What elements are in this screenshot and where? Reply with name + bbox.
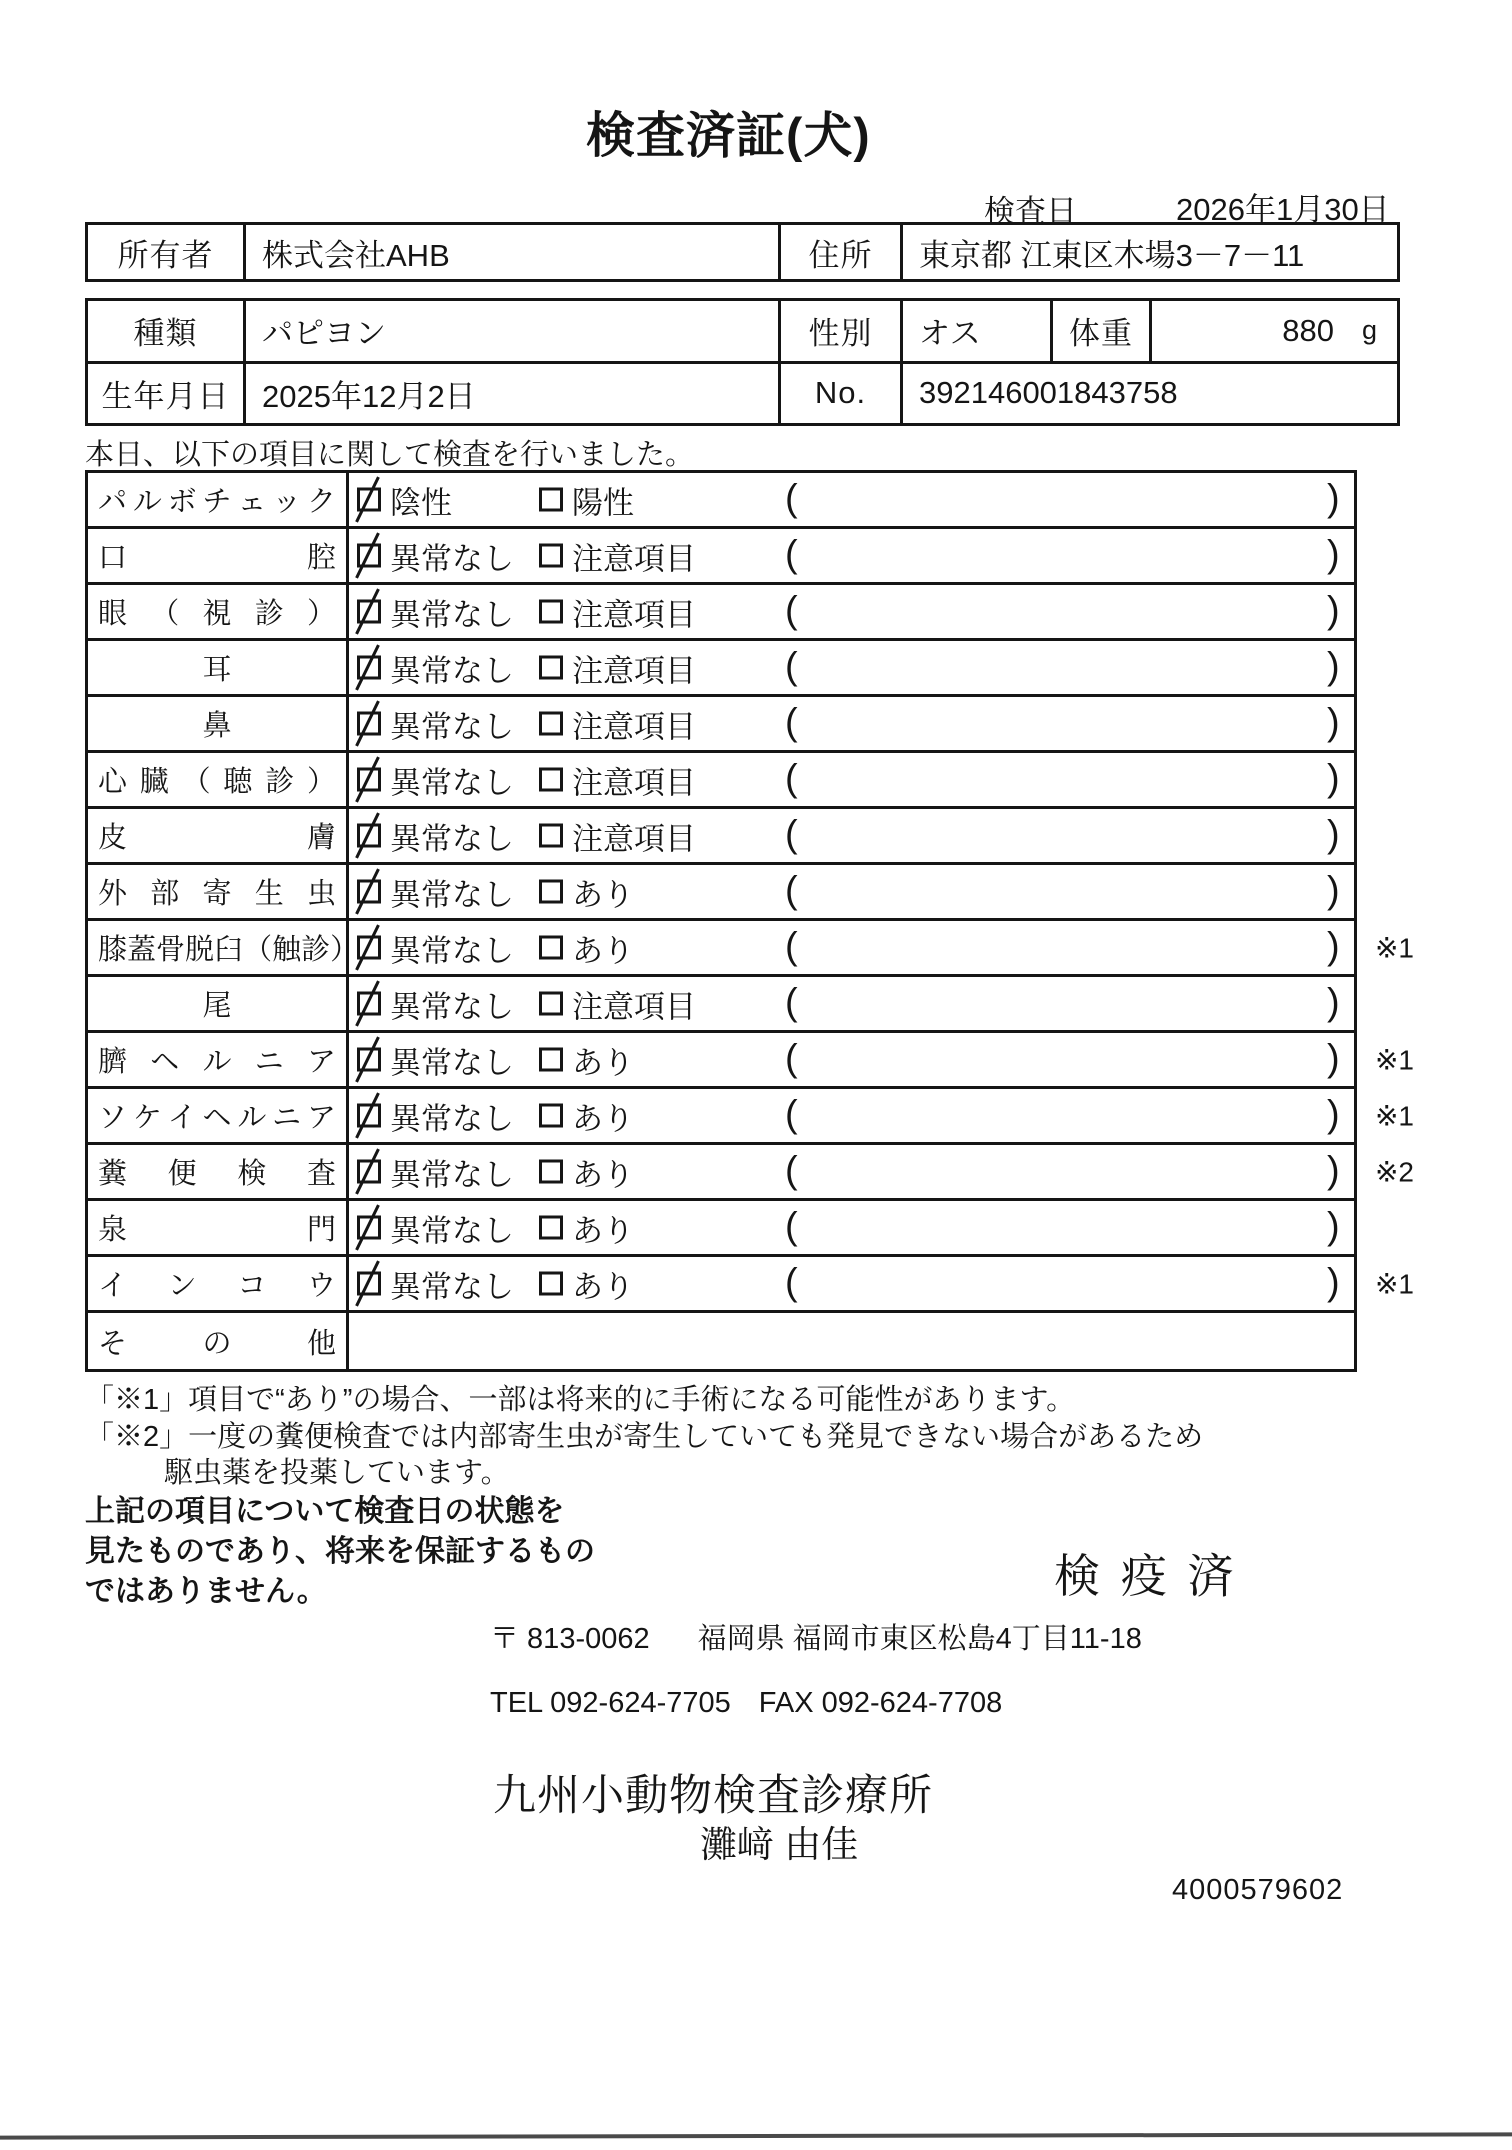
item-label: そ の 他 [88, 1313, 349, 1369]
option-abnormal [539, 1037, 634, 1082]
breed-value: パピヨン [243, 301, 778, 361]
remarks-paren-open: ( [785, 701, 798, 744]
option-abnormal [539, 757, 696, 802]
owner-row [88, 225, 1397, 279]
inspection-date-value: 2026年1月30日 [1176, 192, 1390, 227]
remarks-paren-close: ) [1327, 869, 1340, 912]
checklist-row [88, 1257, 1414, 1313]
footnote-2-line-2: 駆虫薬を投薬しています。 [164, 1457, 510, 1489]
clinic-phone-line [490, 1687, 1002, 1720]
remarks-paren-open: ( [785, 645, 798, 688]
option-normal [357, 1037, 514, 1082]
examiner-name: 灘﨑 由佳 [700, 1824, 859, 1865]
pet-row-1 [88, 301, 1397, 361]
option-normal-label: 異常なし [390, 1213, 514, 1248]
option-normal-label: 異常なし [390, 709, 514, 744]
checklist-row [88, 641, 1354, 697]
no-label: No. [778, 364, 900, 424]
quarantine-passed-stamp: 検 疫 済 [1054, 1550, 1238, 1602]
option-abnormal [539, 981, 696, 1026]
option-normal [357, 869, 514, 914]
option-normal-label: 異常なし [390, 1269, 514, 1304]
option-abnormal-label: あり [572, 877, 634, 912]
item-options [349, 809, 1354, 862]
item-options [349, 1089, 1354, 1142]
option-abnormal [539, 925, 634, 970]
option-abnormal-label: あり [572, 1101, 634, 1136]
checkbox-checked-icon [357, 992, 381, 1016]
option-normal-label: 異常なし [390, 765, 514, 800]
checkbox-unchecked-icon [539, 600, 563, 624]
checkbox-unchecked-icon [539, 1104, 563, 1128]
remarks-paren-close: ) [1327, 1205, 1340, 1248]
birthdate-value: 2025年12月2日 [243, 364, 778, 424]
remarks-paren-open: ( [785, 477, 798, 520]
checkbox-unchecked-icon [539, 1160, 563, 1184]
checklist-row [88, 1313, 1354, 1369]
item-options [349, 697, 1354, 750]
checkbox-checked-icon [357, 1048, 381, 1072]
option-normal [357, 701, 514, 746]
checklist-row [88, 753, 1354, 809]
checkbox-unchecked-icon [539, 768, 563, 792]
checkbox-checked-icon [357, 768, 381, 792]
option-abnormal [539, 1261, 634, 1306]
option-abnormal-label: 注意項目 [572, 989, 696, 1024]
option-normal [357, 589, 514, 634]
checklist-row [88, 697, 1354, 753]
option-abnormal-label: 注意項目 [572, 653, 696, 688]
clinic-address-line [490, 1616, 1142, 1657]
checkbox-checked-icon [357, 712, 381, 736]
checkbox-checked-icon [357, 656, 381, 680]
item-label: パ ル ボ チ ェ ッ ク [88, 473, 349, 526]
item-label: 泉 門 [88, 1201, 349, 1254]
disclaimer-statement [85, 1492, 595, 1612]
checkbox-unchecked-icon [539, 824, 563, 848]
owner-table [85, 222, 1400, 282]
weight-value-cell [1149, 301, 1397, 361]
checkbox-checked-icon [357, 544, 381, 568]
remarks-paren-close: ) [1327, 701, 1340, 744]
remarks-paren-close: ) [1327, 477, 1340, 520]
item-options [349, 529, 1354, 582]
checkbox-checked-icon [357, 488, 381, 512]
option-normal-label: 異常なし [390, 821, 514, 856]
checklist-table [85, 470, 1414, 1372]
checkbox-unchecked-icon [539, 1048, 563, 1072]
disclaimer-line-1: 上記の項目について検査日の状態を [85, 1495, 565, 1528]
option-abnormal [539, 1205, 634, 1250]
option-normal [357, 757, 514, 802]
option-abnormal-label: 注意項目 [572, 821, 696, 856]
option-abnormal [539, 645, 696, 690]
item-label: ソ ケ イ ヘ ル ニ ア [88, 1089, 349, 1142]
remarks-paren-open: ( [785, 533, 798, 576]
option-normal [357, 1093, 514, 1138]
option-abnormal-label: あり [572, 1269, 634, 1304]
breed-label: 種類 [133, 316, 198, 352]
remarks-paren-open: ( [785, 1093, 798, 1136]
option-normal-label: 陰性 [390, 485, 452, 520]
item-label: 口 腔 [88, 529, 349, 582]
item-options [349, 1145, 1354, 1198]
checklist-row [88, 921, 1414, 977]
option-normal-label: 異常なし [390, 933, 514, 968]
checkbox-checked-icon [357, 936, 381, 960]
remarks-paren-open: ( [785, 1037, 798, 1080]
address-value: 東京都 江東区木場3－7－11 [900, 225, 1397, 279]
option-abnormal [539, 589, 696, 634]
checkbox-checked-icon [357, 600, 381, 624]
item-options [349, 641, 1354, 694]
weight-value: 880 [1282, 312, 1334, 348]
remarks-paren-close: ) [1327, 925, 1340, 968]
option-abnormal-label: あり [572, 1045, 634, 1080]
option-abnormal-label: 注意項目 [572, 709, 696, 744]
remarks-paren-open: ( [785, 813, 798, 856]
remarks-paren-open: ( [785, 981, 798, 1024]
item-label: 尾 [88, 977, 349, 1030]
checkbox-unchecked-icon [539, 656, 563, 680]
checkbox-unchecked-icon [539, 936, 563, 960]
option-normal-label: 異常なし [390, 541, 514, 576]
checklist-row [88, 585, 1354, 641]
checkbox-checked-icon [357, 1216, 381, 1240]
remarks-paren-open: ( [785, 869, 798, 912]
item-label: 心 臓 （ 聴 診 ） [88, 753, 349, 806]
pet-row-2 [88, 361, 1397, 424]
remarks-paren-open: ( [785, 1149, 798, 1192]
page-bottom-scan-line [0, 2132, 1512, 2139]
option-normal [357, 533, 514, 578]
remarks-paren-open: ( [785, 925, 798, 968]
item-options [349, 1313, 1354, 1369]
remarks-paren-close: ) [1327, 1149, 1340, 1192]
option-abnormal [539, 813, 696, 858]
weight-unit: g [1361, 315, 1377, 346]
item-options [349, 921, 1354, 974]
checkbox-unchecked-icon [539, 712, 563, 736]
item-label: 鼻 [88, 697, 349, 750]
clinic-tel: TEL 092-624-7705 [490, 1687, 731, 1719]
footnote-reference-mark: ※1 [1374, 1044, 1414, 1075]
clinic-name: 九州小動物検査診療所 [493, 1772, 933, 1820]
option-abnormal [539, 477, 634, 522]
owner-value: 株式会社AHB [243, 225, 778, 279]
option-normal-label: 異常なし [390, 989, 514, 1024]
remarks-paren-close: ) [1327, 533, 1340, 576]
option-normal [357, 813, 514, 858]
page-title: 検査済証(犬) [586, 109, 871, 163]
item-options [349, 585, 1354, 638]
checklist-row [88, 977, 1354, 1033]
option-normal [357, 925, 514, 970]
remarks-paren-open: ( [785, 589, 798, 632]
option-normal [357, 477, 452, 522]
option-abnormal-label: あり [572, 1213, 634, 1248]
remarks-paren-close: ) [1327, 981, 1340, 1024]
item-label: 眼 （ 視 診 ） [88, 585, 349, 638]
intro-text: 本日、以下の項目に関して検査を行いました。 [85, 439, 695, 471]
weight-label: 体重 [1050, 301, 1149, 361]
item-label: 糞 便 検 査 [88, 1145, 349, 1198]
item-label: 臍 ヘ ル ニ ア [88, 1033, 349, 1086]
no-value: 392146001843758 [900, 364, 1397, 424]
checklist-row [88, 1201, 1354, 1257]
checkbox-unchecked-icon [539, 1272, 563, 1296]
option-normal-label: 異常なし [390, 1101, 514, 1136]
footnote-reference-mark: ※1 [1374, 1268, 1414, 1299]
option-abnormal-label: 陽性 [572, 485, 634, 520]
option-normal [357, 981, 514, 1026]
option-abnormal-label: あり [572, 933, 634, 968]
sex-label: 性別 [778, 301, 900, 361]
checkbox-checked-icon [357, 1160, 381, 1184]
checkbox-unchecked-icon [539, 488, 563, 512]
remarks-paren-close: ) [1327, 757, 1340, 800]
checkbox-checked-icon [357, 824, 381, 848]
item-label: 皮 膚 [88, 809, 349, 862]
remarks-paren-close: ) [1327, 1261, 1340, 1304]
item-options [349, 865, 1354, 918]
clinic-fax: FAX 092-624-7708 [758, 1687, 1003, 1719]
checklist-row [88, 809, 1354, 865]
checklist-row [88, 1089, 1414, 1145]
remarks-paren-close: ) [1327, 589, 1340, 632]
inspection-date-label: 検査日 [984, 194, 1077, 229]
checkbox-unchecked-icon [539, 992, 563, 1016]
checkbox-checked-icon [357, 1104, 381, 1128]
remarks-paren-close: ) [1327, 813, 1340, 856]
option-normal-label: 異常なし [390, 597, 514, 632]
option-normal [357, 1205, 514, 1250]
option-normal-label: 異常なし [390, 1045, 514, 1080]
option-normal-label: 異常なし [390, 1157, 514, 1192]
clinic-address: 福岡県 福岡市東区松島4丁目11-18 [697, 1623, 1142, 1655]
remarks-paren-open: ( [785, 1205, 798, 1248]
option-abnormal-label: 注意項目 [572, 541, 696, 576]
checklist-row [88, 1145, 1414, 1201]
birthdate-label: 生年月日 [101, 378, 230, 414]
item-label: イ ン コ ウ [88, 1257, 349, 1310]
clinic-postal-code: 〒 813-0062 [490, 1623, 650, 1655]
checkbox-unchecked-icon [539, 544, 563, 568]
document-number: 4000579602 [1172, 1874, 1344, 1906]
checkbox-checked-icon [357, 1272, 381, 1296]
option-abnormal [539, 1093, 634, 1138]
owner-label: 所有者 [117, 237, 214, 273]
footnote-reference-mark: ※2 [1374, 1156, 1414, 1187]
option-abnormal [539, 533, 696, 578]
option-abnormal [539, 869, 634, 914]
item-label: 外 部 寄 生 虫 [88, 865, 349, 918]
remarks-paren-close: ) [1327, 645, 1340, 688]
checklist-row [88, 473, 1354, 529]
option-normal [357, 1261, 514, 1306]
item-options [349, 473, 1354, 526]
checkbox-unchecked-icon [539, 1216, 563, 1240]
address-label: 住所 [778, 225, 900, 279]
item-options [349, 977, 1354, 1030]
option-abnormal-label: 注意項目 [572, 765, 696, 800]
checklist-row [88, 1033, 1414, 1089]
item-label: 膝 蓋 骨 脱 臼 （ 触 診 ） [88, 921, 349, 974]
option-abnormal [539, 701, 696, 746]
footnote-1: 「※1」項目で“あり”の場合、一部は将来的に手術になる可能性があります。 [85, 1384, 1076, 1416]
item-options [349, 1033, 1354, 1086]
item-label: 耳 [88, 641, 349, 694]
disclaimer-line-2: 見たものであり、将来を保証するもの [85, 1535, 595, 1568]
remarks-paren-close: ) [1327, 1037, 1340, 1080]
item-options [349, 753, 1354, 806]
remarks-paren-close: ) [1327, 1093, 1340, 1136]
option-normal [357, 645, 514, 690]
option-normal [357, 1149, 514, 1194]
sex-value: オス [900, 301, 1050, 361]
option-abnormal-label: あり [572, 1157, 634, 1192]
remarks-paren-open: ( [785, 757, 798, 800]
footnote-reference-mark: ※1 [1374, 932, 1414, 963]
option-normal-label: 異常なし [390, 653, 514, 688]
checkbox-checked-icon [357, 880, 381, 904]
option-normal-label: 異常なし [390, 877, 514, 912]
disclaimer-line-3: ではありません。 [85, 1575, 327, 1608]
item-options [349, 1257, 1354, 1310]
option-abnormal-label: 注意項目 [572, 597, 696, 632]
option-abnormal [539, 1149, 634, 1194]
remarks-paren-open: ( [785, 1261, 798, 1304]
checkbox-unchecked-icon [539, 880, 563, 904]
footnote-reference-mark: ※1 [1374, 1100, 1414, 1131]
pet-table [85, 298, 1400, 426]
checklist-row [88, 865, 1354, 921]
checklist-row [88, 529, 1354, 585]
footnote-2-line-1: 「※2」一度の糞便検査では内部寄生虫が寄生していても発見できない場合があるため [85, 1421, 1204, 1453]
item-options [349, 1201, 1354, 1254]
